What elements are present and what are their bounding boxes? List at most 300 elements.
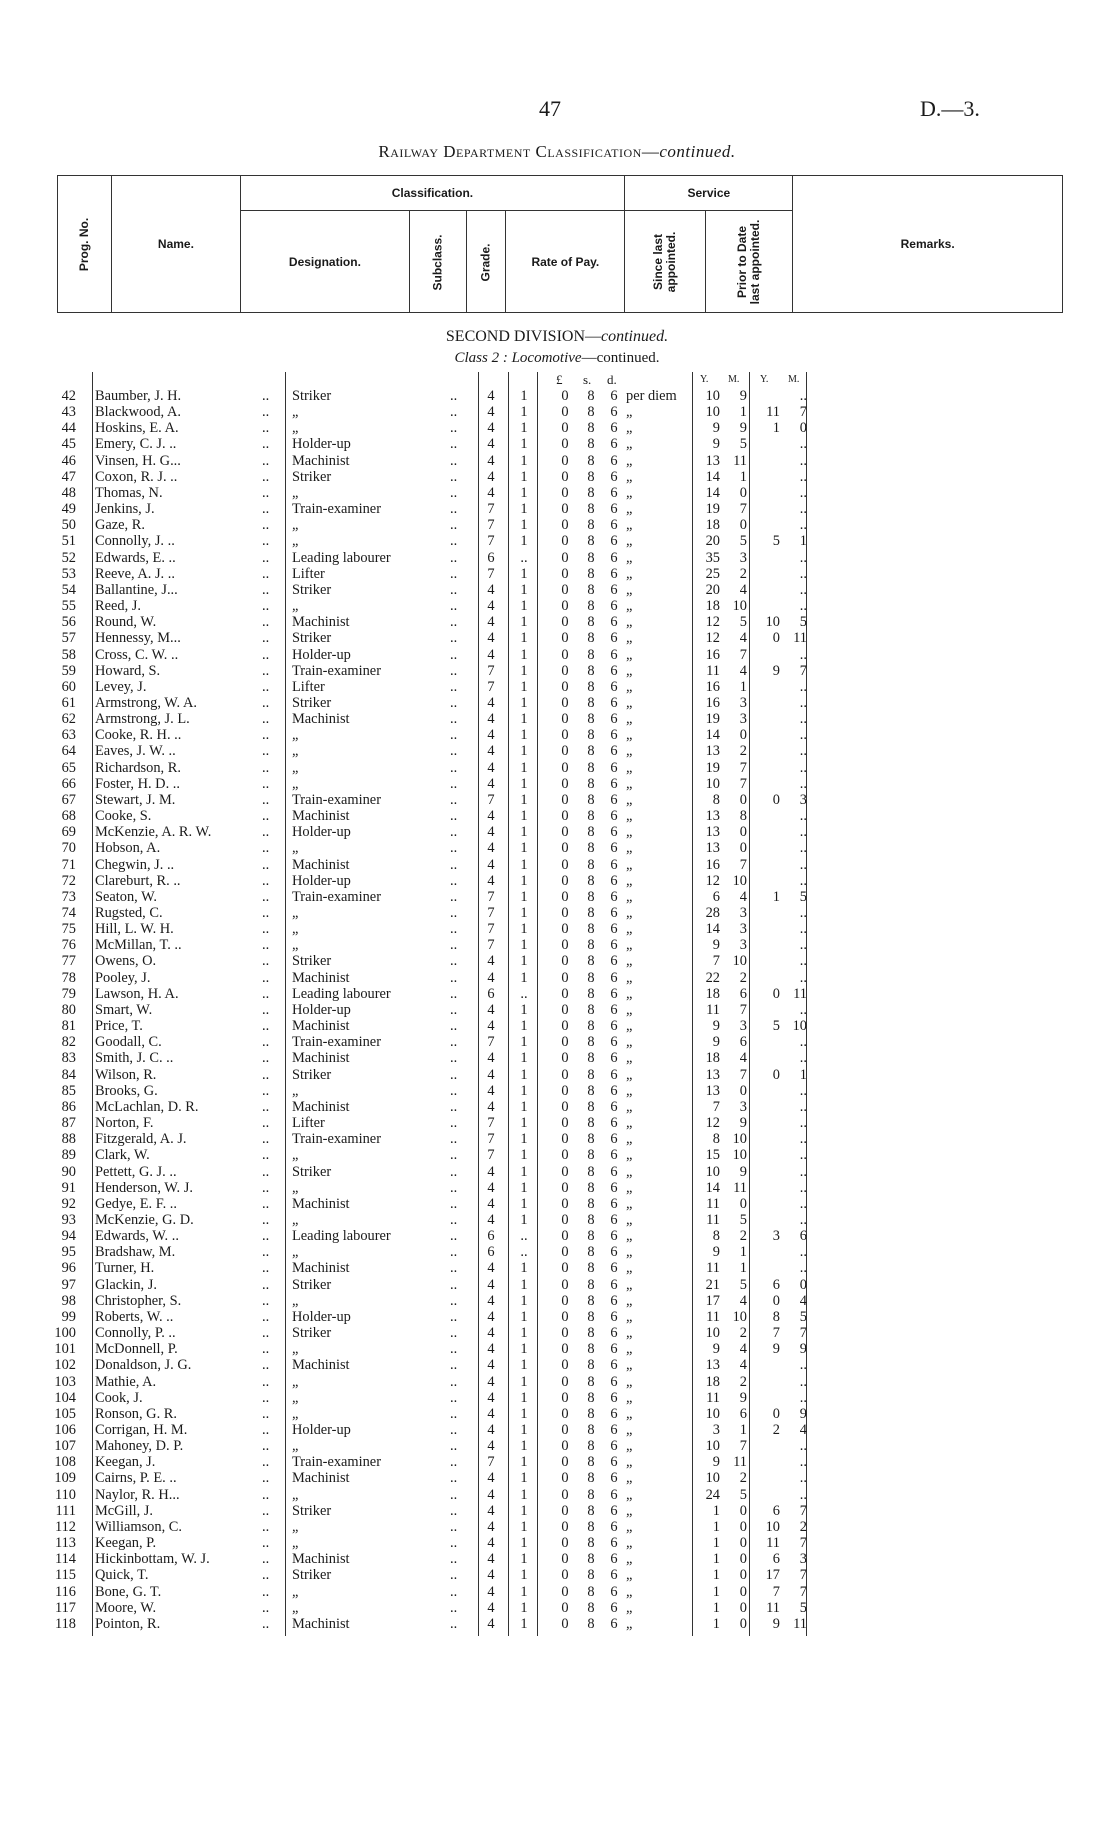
- pay-shillings: 8: [587, 420, 595, 437]
- header-remarks: Remarks.: [793, 176, 1063, 313]
- pay-period: „: [626, 1244, 633, 1261]
- pay-pence: 6: [610, 824, 618, 841]
- prior-years: 9: [772, 1341, 780, 1358]
- leader-dots: ..: [450, 1082, 458, 1099]
- leader-dots: ..: [262, 646, 270, 663]
- staff-name: Foster, H. D. ..: [95, 775, 180, 792]
- prior-months: ..: [799, 1195, 807, 1212]
- since-years: 13: [705, 840, 720, 857]
- grade: 1: [520, 388, 528, 404]
- leader-dots: ..: [262, 1001, 270, 1018]
- subclass: 4: [487, 969, 495, 986]
- pay-pence: 6: [610, 662, 618, 679]
- pay-period: „: [626, 1486, 633, 1503]
- leader-dots: ..: [262, 1050, 270, 1067]
- grade: 1: [520, 1325, 528, 1342]
- pay-shillings: 8: [587, 1518, 595, 1535]
- grade: 1: [520, 678, 528, 695]
- unit-shilling: s.: [583, 372, 592, 387]
- prog-number: 114: [54, 1551, 76, 1568]
- table-row: [0, 1470, 1114, 1486]
- staff-name: Emery, C. J. ..: [95, 436, 177, 453]
- since-years: 13: [705, 808, 720, 825]
- staff-name: Corrigan, H. M.: [95, 1422, 188, 1438]
- table-row: [0, 1067, 1114, 1083]
- table-row: [0, 404, 1114, 420]
- prior-months: ..: [799, 872, 807, 889]
- grade: 1: [520, 791, 528, 808]
- since-months: 7: [739, 1066, 747, 1083]
- table-row: [0, 1228, 1114, 1244]
- grade: 1: [520, 1567, 528, 1584]
- staff-name: Bradshaw, M.: [95, 1244, 176, 1261]
- grade: 1: [520, 694, 528, 711]
- since-months: 1: [739, 468, 747, 485]
- leader-dots: ..: [262, 921, 270, 938]
- pay-pounds: 0: [561, 1179, 569, 1196]
- subclass: 4: [487, 420, 495, 437]
- prog-number: 80: [61, 1001, 76, 1018]
- since-years: 6: [712, 888, 720, 905]
- staff-name: Hobson, A.: [95, 840, 161, 857]
- leader-dots: ..: [262, 388, 270, 404]
- table-row: [0, 566, 1114, 582]
- subclass: 6: [487, 1228, 495, 1245]
- since-years: 18: [705, 517, 720, 534]
- staff-name: Pooley, J.: [95, 969, 151, 986]
- since-months: 6: [739, 985, 747, 1002]
- subclass: 4: [487, 1518, 495, 1535]
- prior-years: 0: [772, 791, 780, 808]
- prog-number: 107: [54, 1438, 76, 1455]
- table-row: [0, 1147, 1114, 1163]
- pay-period: „: [626, 581, 633, 598]
- grade: 1: [520, 517, 528, 534]
- table-row: [0, 889, 1114, 905]
- designation: „: [292, 1518, 299, 1535]
- since-years: 16: [705, 856, 720, 873]
- grade: 1: [520, 1470, 528, 1487]
- leader-dots: ..: [262, 614, 270, 631]
- since-months: 0: [739, 1567, 747, 1584]
- designation: „: [292, 1389, 299, 1406]
- staff-name: Smart, W.: [95, 1001, 153, 1018]
- designation: Striker: [292, 1066, 332, 1083]
- grade: 1: [520, 937, 528, 954]
- pay-shillings: 8: [587, 1551, 595, 1568]
- subclass: 4: [487, 1325, 495, 1342]
- since-months: 5: [739, 614, 747, 631]
- table-row: [0, 695, 1114, 711]
- subclass: 4: [487, 388, 495, 404]
- leader-dots: ..: [262, 743, 270, 760]
- designation: „: [292, 420, 299, 437]
- prog-number: 81: [61, 1018, 76, 1035]
- subclass: 4: [487, 743, 495, 760]
- subclass: 4: [487, 808, 495, 825]
- prior-years: 6: [772, 1502, 780, 1519]
- leader-dots: ..: [450, 484, 458, 501]
- subclass: 4: [487, 840, 495, 857]
- pay-shillings: 8: [587, 953, 595, 970]
- designation: Train-examiner: [292, 662, 381, 679]
- pay-shillings: 8: [587, 533, 595, 550]
- pay-shillings: 8: [587, 1502, 595, 1519]
- prior-months: 7: [799, 1502, 807, 1519]
- staff-name: McMillan, T. ..: [95, 937, 182, 954]
- since-years: 16: [705, 694, 720, 711]
- pay-pence: 6: [610, 533, 618, 550]
- subclass: 7: [487, 517, 495, 534]
- leader-dots: ..: [450, 1244, 458, 1261]
- grade: 1: [520, 1082, 528, 1099]
- pay-shillings: 8: [587, 1276, 595, 1293]
- since-years: 11: [706, 662, 720, 679]
- leader-dots: ..: [450, 1502, 458, 1519]
- prior-months: 5: [799, 614, 807, 631]
- subclass: 4: [487, 614, 495, 631]
- prior-months: ..: [799, 1438, 807, 1455]
- grade: 1: [520, 630, 528, 647]
- staff-name: Cook, J.: [95, 1389, 143, 1406]
- pay-pence: 6: [610, 581, 618, 598]
- since-months: 11: [733, 1454, 747, 1471]
- since-months: 4: [739, 581, 747, 598]
- pay-pounds: 0: [561, 484, 569, 501]
- since-months: 11: [733, 1179, 747, 1196]
- leader-dots: ..: [450, 501, 458, 518]
- pay-pounds: 0: [561, 1211, 569, 1228]
- pay-period: „: [626, 646, 633, 663]
- table-row: [0, 485, 1114, 501]
- designation: Machinist: [292, 452, 350, 469]
- designation: „: [292, 743, 299, 760]
- table-row: [0, 1244, 1114, 1260]
- leader-dots: ..: [450, 1163, 458, 1180]
- pay-pounds: 0: [561, 1098, 569, 1115]
- grade: 1: [520, 711, 528, 728]
- pay-period: „: [626, 1066, 633, 1083]
- designation: „: [292, 1405, 299, 1422]
- prog-number: 57: [61, 630, 76, 647]
- table-row: [0, 824, 1114, 840]
- leader-dots: ..: [262, 1341, 270, 1358]
- leader-dots: ..: [262, 953, 270, 970]
- pay-pence: 6: [610, 694, 618, 711]
- pay-pounds: 0: [561, 872, 569, 889]
- table-row: [0, 517, 1114, 533]
- pay-shillings: 8: [587, 1583, 595, 1600]
- designation: Holder-up: [292, 1422, 351, 1438]
- leader-dots: ..: [450, 985, 458, 1002]
- leader-dots: ..: [450, 1357, 458, 1374]
- table-row: [0, 1212, 1114, 1228]
- leader-dots: ..: [450, 1050, 458, 1067]
- since-months: 3: [739, 921, 747, 938]
- staff-name: McKenzie, A. R. W.: [95, 824, 212, 841]
- staff-name: Fitzgerald, A. J.: [95, 1131, 187, 1148]
- since-years: 35: [705, 549, 720, 566]
- pay-pence: 6: [610, 484, 618, 501]
- pay-shillings: 8: [587, 1018, 595, 1035]
- grade: 1: [520, 662, 528, 679]
- prog-number: 96: [61, 1260, 76, 1277]
- staff-name: Pointon, R.: [95, 1615, 161, 1632]
- prog-number: 111: [55, 1502, 76, 1519]
- staff-name: Connolly, J. ..: [95, 533, 175, 550]
- pay-shillings: 8: [587, 743, 595, 760]
- leader-dots: ..: [262, 1357, 270, 1374]
- class-heading: Class 2 : Locomotive—continued.: [454, 350, 660, 366]
- table-row: [0, 1325, 1114, 1341]
- pay-pence: 6: [610, 598, 618, 615]
- table-row: [0, 1341, 1114, 1357]
- designation: Machinist: [292, 1195, 350, 1212]
- pay-period: „: [626, 840, 633, 857]
- subclass: 4: [487, 1163, 495, 1180]
- pay-pounds: 0: [561, 1308, 569, 1325]
- pay-period: „: [626, 630, 633, 647]
- prior-months: ..: [799, 1486, 807, 1503]
- subclass: 4: [487, 1195, 495, 1212]
- leader-dots: ..: [262, 1211, 270, 1228]
- leader-dots: ..: [450, 1599, 458, 1616]
- table-row: [0, 1002, 1114, 1018]
- since-years: 24: [705, 1486, 720, 1503]
- prior-months: 11: [793, 630, 807, 647]
- pay-shillings: 8: [587, 1308, 595, 1325]
- pay-period: „: [626, 775, 633, 792]
- leader-dots: ..: [450, 1615, 458, 1632]
- pay-pounds: 0: [561, 404, 569, 421]
- pay-pence: 6: [610, 1163, 618, 1180]
- prior-months: ..: [799, 598, 807, 615]
- pay-period: „: [626, 565, 633, 582]
- staff-name: Cross, C. W. ..: [95, 646, 179, 663]
- subclass: 4: [487, 1535, 495, 1552]
- pay-period: „: [626, 1341, 633, 1358]
- subclass: 7: [487, 1454, 495, 1471]
- prior-years: 0: [772, 985, 780, 1002]
- pay-pounds: 0: [561, 436, 569, 453]
- since-years: 10: [705, 1325, 720, 1342]
- since-months: 5: [739, 1486, 747, 1503]
- prior-years: 9: [772, 662, 780, 679]
- designation: Machinist: [292, 1098, 350, 1115]
- pay-pence: 6: [610, 1567, 618, 1584]
- pay-pence: 6: [610, 1050, 618, 1067]
- table-row: [0, 1099, 1114, 1115]
- staff-name: Seaton, W.: [95, 888, 157, 905]
- prog-number: 93: [61, 1211, 76, 1228]
- leader-dots: ..: [262, 1518, 270, 1535]
- grade: 1: [520, 1050, 528, 1067]
- since-months: 1: [739, 678, 747, 695]
- grade: 1: [520, 1341, 528, 1358]
- pay-pounds: 0: [561, 420, 569, 437]
- since-months: 4: [739, 1357, 747, 1374]
- table-row: [0, 953, 1114, 969]
- since-years: 18: [705, 1373, 720, 1390]
- leader-dots: ..: [450, 517, 458, 534]
- prior-years: 5: [772, 533, 780, 550]
- since-months: 0: [739, 727, 747, 744]
- leader-dots: ..: [262, 1422, 270, 1438]
- prior-months: ..: [799, 711, 807, 728]
- table-row: [0, 970, 1114, 986]
- leader-dots: ..: [262, 549, 270, 566]
- since-years: 16: [705, 646, 720, 663]
- prog-number: 77: [61, 953, 76, 970]
- leader-dots: ..: [262, 1405, 270, 1422]
- since-months: 4: [739, 1292, 747, 1309]
- grade: 1: [520, 1551, 528, 1568]
- table-row: [0, 1164, 1114, 1180]
- page-title: [0, 142, 1114, 162]
- header-name: Name.: [112, 176, 240, 313]
- since-months: 6: [739, 1034, 747, 1051]
- pay-period: „: [626, 953, 633, 970]
- header-grade: Grade.: [467, 211, 506, 313]
- designation: „: [292, 1179, 299, 1196]
- prior-months: ..: [799, 727, 807, 744]
- subclass: 4: [487, 1422, 495, 1438]
- prog-number: 64: [61, 743, 76, 760]
- pay-shillings: 8: [587, 565, 595, 582]
- table-row: [0, 1050, 1114, 1066]
- pay-shillings: 8: [587, 1066, 595, 1083]
- pay-shillings: 8: [587, 1260, 595, 1277]
- prog-number: 62: [61, 711, 76, 728]
- pay-shillings: 8: [587, 872, 595, 889]
- pay-pounds: 0: [561, 694, 569, 711]
- leader-dots: ..: [262, 888, 270, 905]
- prog-number: 103: [54, 1373, 76, 1390]
- pay-pounds: 0: [561, 1567, 569, 1584]
- prog-number: 42: [61, 388, 76, 404]
- pay-pence: 6: [610, 953, 618, 970]
- since-years: 7: [712, 1098, 720, 1115]
- table-row: [0, 1584, 1114, 1600]
- since-months: 4: [739, 1050, 747, 1067]
- since-years: 10: [705, 1163, 720, 1180]
- since-years: 9: [712, 1244, 720, 1261]
- prior-months: 1: [799, 1066, 807, 1083]
- leader-dots: ..: [450, 1018, 458, 1035]
- staff-name: Armstrong, J. L.: [95, 711, 190, 728]
- pay-shillings: 8: [587, 678, 595, 695]
- prior-months: ..: [799, 1389, 807, 1406]
- pay-pounds: 0: [561, 937, 569, 954]
- pay-period: „: [626, 791, 633, 808]
- designation: „: [292, 1082, 299, 1099]
- designation: Holder-up: [292, 646, 351, 663]
- pay-pounds: 0: [561, 1357, 569, 1374]
- pay-shillings: 8: [587, 775, 595, 792]
- designation: Train-examiner: [292, 1131, 381, 1148]
- staff-name: Vinsen, H. G...: [95, 452, 181, 469]
- pay-period: „: [626, 420, 633, 437]
- subclass: 7: [487, 533, 495, 550]
- leader-dots: ..: [450, 1131, 458, 1148]
- staff-name: Armstrong, W. A.: [95, 694, 197, 711]
- prior-months: 11: [793, 985, 807, 1002]
- since-years: 13: [705, 743, 720, 760]
- staff-name: Cooke, S.: [95, 808, 152, 825]
- pay-period: „: [626, 969, 633, 986]
- prior-months: ..: [799, 484, 807, 501]
- pay-shillings: 8: [587, 630, 595, 647]
- leader-dots: ..: [262, 840, 270, 857]
- table-row: [0, 1180, 1114, 1196]
- since-months: 5: [739, 1276, 747, 1293]
- prior-months: 4: [799, 1422, 807, 1438]
- staff-name: Blackwood, A.: [95, 404, 181, 421]
- pay-pounds: 0: [561, 905, 569, 921]
- designation: Leading labourer: [292, 985, 391, 1002]
- prior-months: ..: [799, 1098, 807, 1115]
- prior-years: 5: [772, 1018, 780, 1035]
- leader-dots: ..: [450, 727, 458, 744]
- staff-name: Gaze, R.: [95, 517, 145, 534]
- grade: 1: [520, 1001, 528, 1018]
- staff-name: Edwards, W. ..: [95, 1228, 179, 1245]
- designation: „: [292, 517, 299, 534]
- prog-number: 55: [61, 598, 76, 615]
- leader-dots: ..: [262, 436, 270, 453]
- since-years: 11: [706, 1001, 720, 1018]
- grade: 1: [520, 1018, 528, 1035]
- subclass: 7: [487, 888, 495, 905]
- prior-months: 7: [799, 1535, 807, 1552]
- staff-name: Mahoney, D. P.: [95, 1438, 184, 1455]
- pay-pence: 6: [610, 1405, 618, 1422]
- pay-period: „: [626, 1179, 633, 1196]
- prior-months: ..: [799, 1115, 807, 1132]
- pay-pounds: 0: [561, 598, 569, 615]
- prog-number: 102: [54, 1357, 76, 1374]
- subclass: 7: [487, 662, 495, 679]
- leader-dots: ..: [262, 1115, 270, 1132]
- pay-pence: 6: [610, 1518, 618, 1535]
- table-row: [0, 1438, 1114, 1454]
- prior-years: 10: [765, 1518, 780, 1535]
- pay-shillings: 8: [587, 1292, 595, 1309]
- since-months: 3: [739, 694, 747, 711]
- leader-dots: ..: [450, 1276, 458, 1293]
- since-years: 15: [705, 1147, 720, 1164]
- table-row: [0, 679, 1114, 695]
- since-years: 9: [712, 937, 720, 954]
- leader-dots: ..: [450, 452, 458, 469]
- prior-months: ..: [799, 452, 807, 469]
- pay-pence: 6: [610, 1244, 618, 1261]
- subclass: 7: [487, 1034, 495, 1051]
- since-years: 11: [706, 1308, 720, 1325]
- since-years: 1: [712, 1599, 720, 1616]
- prior-months: ..: [799, 921, 807, 938]
- pay-period: „: [626, 985, 633, 1002]
- designation: Machinist: [292, 1551, 350, 1568]
- pay-pence: 6: [610, 856, 618, 873]
- grade: 1: [520, 1195, 528, 1212]
- pay-pounds: 0: [561, 1599, 569, 1616]
- unit-years-1: Y.: [700, 374, 709, 385]
- since-months: 7: [739, 646, 747, 663]
- pay-shillings: 8: [587, 1567, 595, 1584]
- table-row: [0, 388, 1114, 404]
- staff-name: Reeve, A. J. ..: [95, 565, 175, 582]
